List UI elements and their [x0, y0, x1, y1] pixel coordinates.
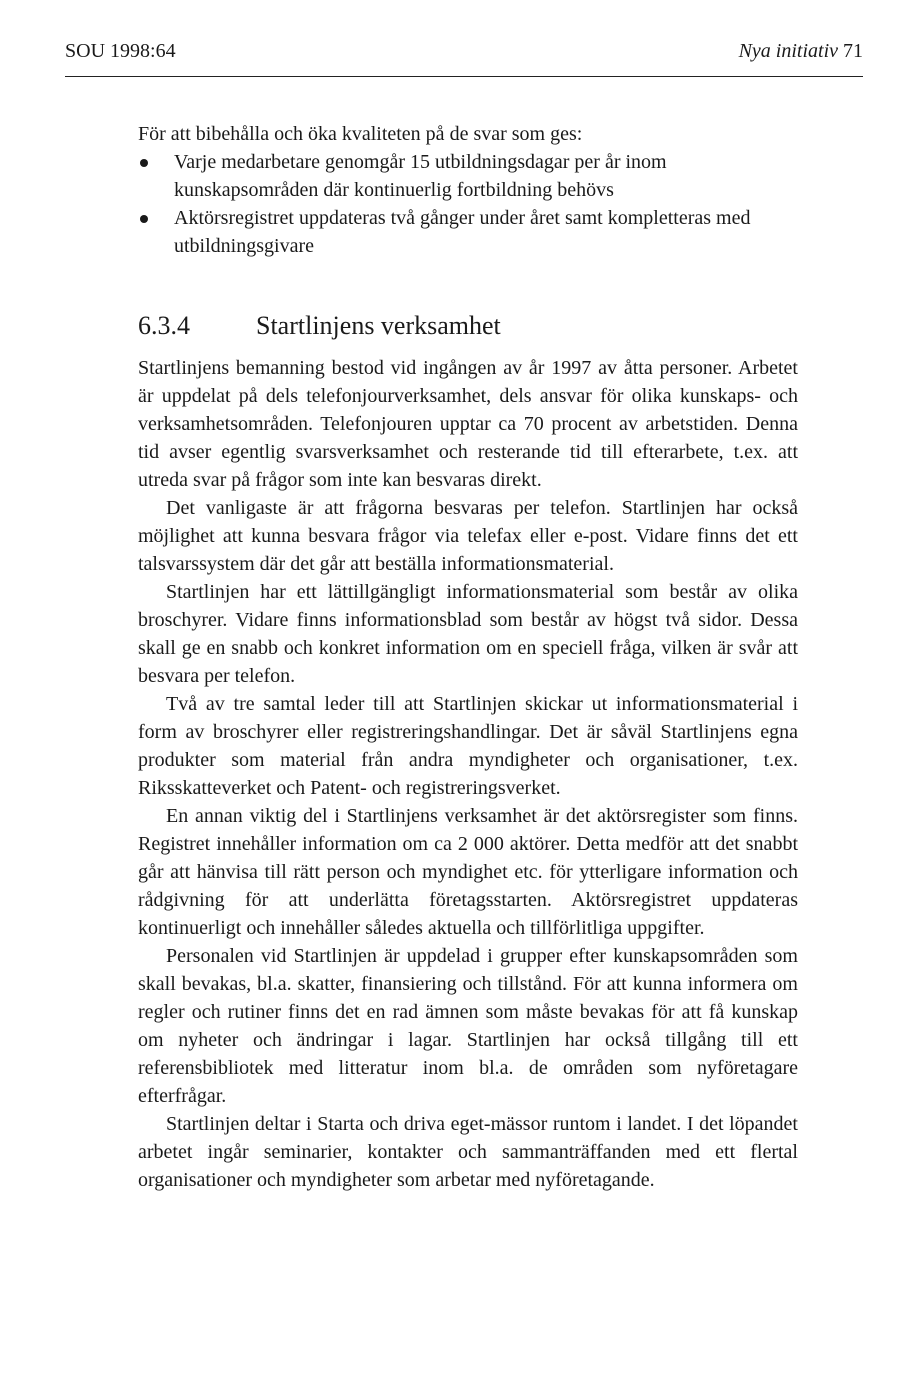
list-item: [138, 148, 798, 204]
intro-sentence: För att bibehålla och öka kvaliteten på de svar som ges:: [138, 123, 583, 145]
paragraph: Det vanligaste är att frågorna besvaras per telefon. Startlinjen har också möjlighet att kunna besvara frågor via telefax eller e-post. Vidare finns det ett talsvarssystem där det går att beställa informationsmaterial.: [138, 497, 798, 575]
section-heading: [138, 308, 798, 344]
list-item-text: Aktörsregistret uppdateras två gånger under året samt kompletteras med utbildningsgivare: [174, 207, 751, 257]
section-number: 6.3.4: [138, 311, 190, 340]
paragraph: Startlinjen har ett lättillgängligt informationsmaterial som består av olika broschyrer. Vidare finns informationsblad som består av högst två sidor. Dessa skall ge en snabb och konkret information om en speciell fråga, vilken är svår att besvara per telefon.: [138, 581, 798, 687]
paragraph: Personalen vid Startlinjen är uppdelad i grupper efter kunskapsområden som skall bevakas, bl.a. skatter, finansiering och tillstånd. För att kunna informera om regler och rutiner finns det en rad ämnen som måste bevakas för att få kunskap om nyheter och ändringar i lagar. Startlinjen har också tillgång till ett referensbibliotek med litteratur inom bl.a. de områden som nyföretagare efterfrågar.: [138, 945, 798, 1107]
paragraph: Startlinjens bemanning bestod vid ingången av år 1997 av åtta personer. Arbetet är uppdelat på dels telefonjourverksamhet, dels ansvar för olika kunskaps- och verksamhetsområden. Telefonjouren upptar ca 70 procent av arbetstiden. Denna tid avser egentlig svarsverksamhet och resterande tid till efterarbete, t.ex. att utreda svar på frågor som inte kan besvaras direkt.: [138, 357, 798, 491]
list-item: [138, 204, 798, 260]
bullet-icon: [140, 215, 148, 223]
header-rule: [65, 76, 863, 77]
chapter-title: Nya initiativ: [738, 40, 838, 62]
report-reference: SOU 1998:64: [65, 40, 176, 62]
page-header: [65, 36, 863, 66]
list-item-text: Varje medarbetare genomgår 15 utbildningsdagar per år inom kunskapsområden där kontinuerlig fortbildning behövs: [174, 151, 667, 201]
body-text: [138, 120, 798, 1194]
section-title: Startlinjens verksamhet: [256, 311, 501, 340]
bullet-icon: [140, 159, 148, 167]
paragraph: Två av tre samtal leder till att Startlinjen skickar ut informationsmaterial i form av broschyrer eller registreringshandlingar. Det är såväl Startlinjens egna produkter som material från andra myndigheter och organisationer, t.ex. Riksskatteverket och Patent- och registreringsverket.: [138, 693, 798, 799]
running-title: [739, 36, 863, 66]
bullet-list: [138, 148, 798, 260]
paragraph: En annan viktig del i Startlinjens verksamhet är det aktörsregister som finns. Registret innehåller information om ca 2 000 aktörer. Detta medför att det snabbt går att hänvisa till rätt person och myndighet etc. för ytterligare information och rådgivning för att underlätta företagsstarten. Aktörsregistret uppdateras kontinuerligt och innehåller således aktuella och tillförlitliga uppgifter.: [138, 805, 798, 939]
paragraph: Startlinjen deltar i Starta och driva eget-mässor runtom i landet. I det löpandet arbetet ingår seminarier, kontakter och sammanträffanden med ett flertal organisationer och myndigheter som arbetar med nyföretagande.: [138, 1113, 798, 1191]
page-number: 71: [843, 40, 863, 62]
